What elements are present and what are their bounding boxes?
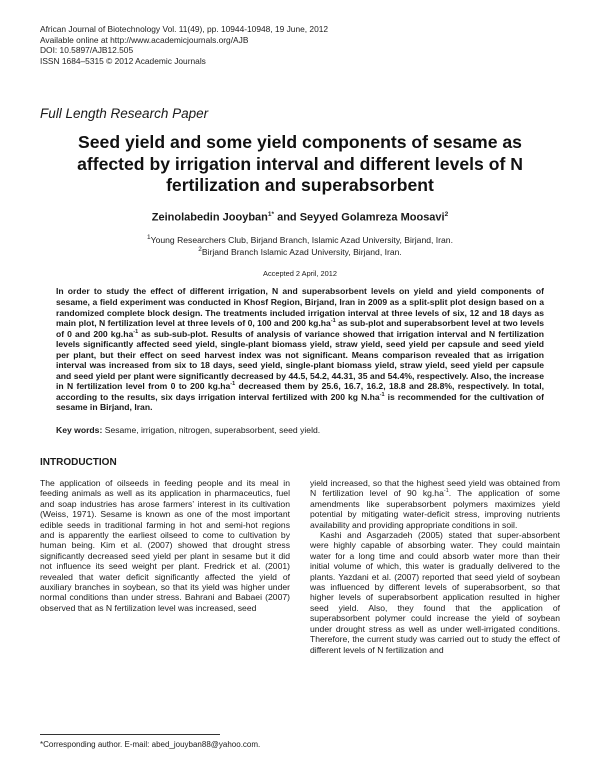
author-affiliation-mark: 2: [444, 210, 449, 218]
corresponding-author-footnote: *Corresponding author. E-mail: abed_jouyban88@yahoo.com.: [40, 740, 261, 749]
masthead-issn: ISSN 1684–5315 © 2012 Academic Journals: [40, 55, 206, 66]
keywords: [56, 425, 544, 435]
section-heading-introduction: INTRODUCTION: [40, 457, 117, 468]
author-connector: and: [274, 211, 300, 224]
author-affiliation-mark: 1*: [267, 210, 275, 218]
masthead-citation: African Journal of Biotechnology Vol. 11(49), pp. 10944-10948, 19 June, 2012: [40, 24, 329, 34]
author-name: Seyyed Golamreza Moosavi: [299, 211, 445, 224]
keywords-text: Sesame, irrigation, nitrogen, superabsorbent, seed yield.: [102, 425, 321, 435]
paper-title: Seed yield and some yield components of sesame as affected by irrigation interval and different levels of N fertilization and superabsorbent: [77, 132, 523, 196]
author-list: [40, 211, 560, 224]
right-column: [310, 478, 560, 655]
affiliation-2: $^2$Birjand Branch Islamic Azad University, Birjand, Iran.: [198, 245, 402, 257]
paper-type: Full Length Research Paper: [40, 106, 209, 122]
affiliation-1: $^1$Young Researchers Club, Birjand Branch, Islamic Azad University, Birjand, Iran.: [147, 233, 453, 245]
footnote-divider: [40, 734, 220, 735]
paragraph: yield increased, so that the highest seed yield was obtained from N fertilization level of 90 $kg.ha^{-1}$. The application of some amendments like superabsorbent polymers maximizes yield potential by mitigating water-deficit stress, improving nutrients availability and providing appropriate conditions in soil.: [310, 478, 560, 530]
left-column: [40, 478, 290, 655]
paragraph: Kashi and Asgarzadeh (2005) stated that super-absorbent were highly capable of absorbing water. They could maintain water for a long time and could absorb water more than their initial volume of which, this water is gradually delivered to the plants. Yazdani et al. (2007) reported that seed yield of soybean was influenced by different levels of superabsorbent, so that higher levels of superabsorbent application resulted in higher seed yield. Also, they found that the application of superabsorbent polymer could increase the yield of soybean under drought stress as well as under well-irrigated conditions. Therefore, the current study was carried out to study the effect of different levels of N fertilization and: [310, 530, 560, 655]
masthead-doi: DOI: 10.5897/AJB12.505: [40, 45, 134, 56]
journal-masthead: [40, 24, 560, 66]
affiliations: [40, 233, 560, 258]
masthead-url[interactable]: Available online at http://www.academicjournals.org/AJB: [40, 34, 249, 45]
body-columns: [40, 478, 560, 655]
keywords-label: Key words:: [56, 425, 103, 435]
abstract: In order to study the effect of different irrigation, N and superabsorbent levels on yield and yield components of sesame, a field experiment was conducted in Khosf Region, Birjand, Iran in 2009 as a split-split plot design based on a randomized complete block design. The treatments included irrigation interval at three levels of six, 12 and 18 days as main plot, N fertilization level at three levels of 0, 100 and 200 $kg.ha^{-1}$ as sub-plot and superabsorbent level at two levels of 0 and 200 $kg.ha^{-1}$ as sub-sub-plot. Results of analysis of variance showed that irrigation interval and N fertilization levels significantly affected seed yield, single-plant biomass yield, straw yield, seed yield per capsule and seed yield per plant, but their effect on seed harvest index was not significant. Means comparison revealed that as irrigation interval was increased from six to 18 days, seed yield, single-plant biomass yield, straw yield, seed yield per capsule and seed yield per plant were significantly decreased by 44.5, 54.2, 44.31, 35 and 54.4%, respectively. Also, the increase in N fertilization level from 0 to 200 $kg.ha^{-1}$ decreased them by 25.6, 16.7, 16.2, 18.8 and 28.8%, respectively. In total, according to the results, six days irrigation interval fertilized with 200 kg $N.ha^{-1}$ is recommended for the cultivation of sesame in Birjand, Iran.: [56, 286, 544, 413]
accepted-date: Accepted 2 April, 2012: [263, 269, 337, 279]
paragraph: The application of oilseeds in feeding people and its meal in feeding animals as well as its application in pharmaceutics, fuel and soap industries has arose farmers’ interest in its cultivation (Weiss, 1971). Sesame is known as one of the most important edible seeds in traditional farming in hot and semi-hot regions and is apparently the earliest oilseed to come to cultivation by human being. Kim et al. (2007) showed that drought stress significantly decreased seed yield per plant in sesame but it did not influence its seed weight per plant. Fredrick et al. (2001) revealed that water deficit significantly affected the yield of auxiliary branches in soybean, so that its yield was higher under normal conditions than under stress. Bahrani and Babaei (2007) observed that as N fertilization level was increased, seed: [40, 478, 290, 613]
author-name: Zeinolabedin Jooyban: [151, 211, 268, 224]
